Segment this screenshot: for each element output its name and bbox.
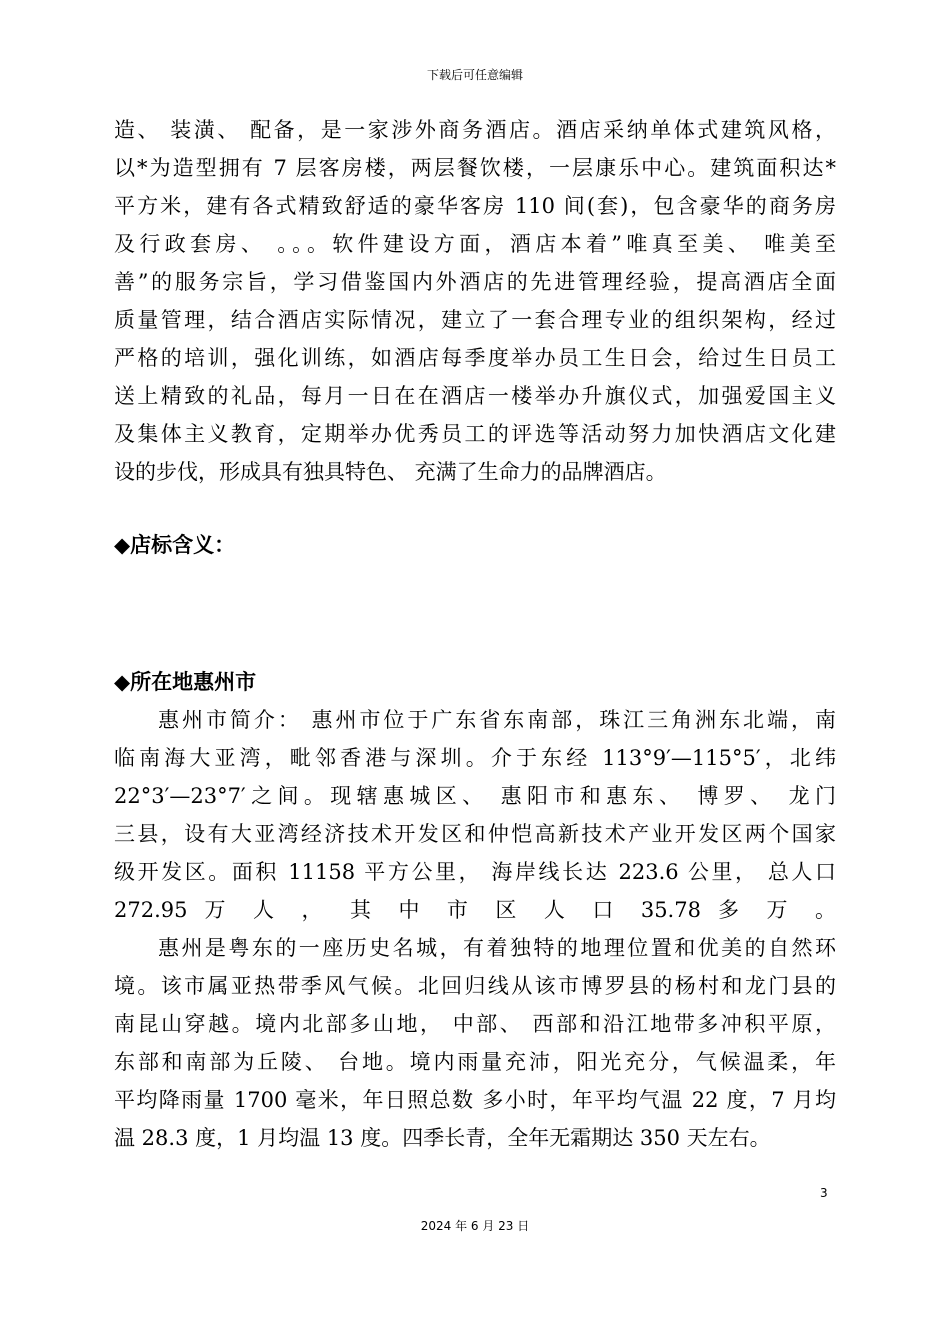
page-header: 下载后可任意编辑 (426, 68, 523, 82)
text-line: 善”的服务宗旨，学习借鉴国内外酒店的先进管理经验，提高酒店全面 (114, 270, 836, 294)
text-line: 严格的培训，强化训练，如酒店每季度举办员工生日会，给过生日员工 (114, 346, 836, 370)
text-line: 平均降雨量 1700 毫米，年日照总数 多小时，年平均气温 22 度，7 月均 (114, 1088, 836, 1112)
huizhou-intro-paragraph (114, 701, 836, 929)
text-line: 平方米，建有各式精致舒适的豪华客房 110 间(套)，包含豪华的商务房 (114, 194, 836, 218)
text-line: 惠州市简介： 惠州市位于广东省东南部，珠江三角洲东北端，南 (158, 708, 836, 732)
page-number: 3 (820, 1186, 828, 1200)
text-line: 及集体主义教育，定期举办优秀员工的评选等活动努力加快酒店文化建 (114, 422, 836, 446)
page-footer-date: 2024 年 6 月 23 日 (420, 1219, 530, 1233)
text-line: 及行政套房、 。。。软件建设方面，酒店本着”唯真至美、 唯美至 (114, 232, 836, 256)
huizhou-geography-paragraph (114, 929, 836, 1157)
text-line: 温 28.3 度，1 月均温 13 度。四季长青，全年无霜期达 350 天左右。 (114, 1126, 771, 1150)
text-line: 272.95 万 人 ， 其 中 市 区 人 口 35.78 多 万 。 (114, 898, 836, 922)
text-line: 级开发区。面积 11158 平方公里， 海岸线长达 223.6 公里， 总人口 (114, 860, 836, 884)
text-line: 惠州是粤东的一座历史名城，有着独特的地理位置和优美的自然环 (158, 936, 836, 960)
text-line: 境。该市属亚热带季风气候。北回归线从该市博罗县的杨村和龙门县的 (114, 974, 836, 998)
text-line: 东部和南部为丘陵、 台地。境内雨量充沛，阳光充分，气候温柔，年 (114, 1050, 836, 1074)
text-line: 质量管理，结合酒店实际情况，建立了一套合理专业的组织架构，经过 (114, 308, 836, 332)
section-heading-logo-meaning: ◆店标含义： (114, 533, 236, 557)
text-line: 南昆山穿越。境内北部多山地， 中部、 西部和沿江地带多冲积平原， (114, 1012, 836, 1036)
text-line: 设的步伐，形成具有独具特色、 充满了生命力的品牌酒店。 (114, 460, 667, 484)
intro-paragraph (114, 111, 836, 491)
text-line: 三县，设有大亚湾经济技术开发区和仲恺高新技术产业开发区两个国家 (114, 822, 836, 846)
text-line: 以*为造型拥有 7 层客房楼，两层餐饮楼，一层康乐中心。建筑面积达* (114, 156, 836, 180)
text-line: 22°3′—23°7′之间。现辖惠城区、 惠阳市和惠东、 博罗、 龙门 (114, 784, 836, 808)
text-line: 临南海大亚湾，毗邻香港与深圳。介于东经 113°9′—115°5′，北纬 (114, 746, 836, 770)
section-heading-location: ◆所在地惠州市 (114, 670, 257, 694)
text-line: 送上精致的礼品，每月一日在在酒店一楼举办升旗仪式，加强爱国主义 (114, 384, 836, 408)
text-line: 造、 装潢、 配备，是一家涉外商务酒店。酒店采纳单体式建筑风格， (114, 118, 836, 142)
